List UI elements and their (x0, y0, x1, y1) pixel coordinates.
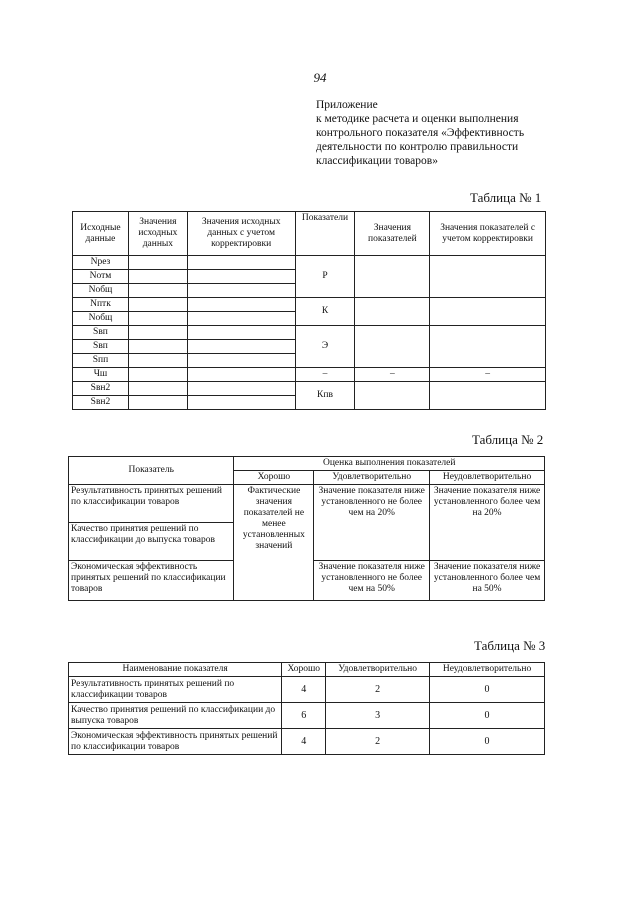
table-cell: 0 (430, 677, 545, 703)
table-cell: Значение показателя ниже установленного более чем на 20% (430, 485, 545, 561)
table-cell (128, 396, 187, 410)
table-cell (128, 382, 187, 396)
table-cell (187, 382, 295, 396)
table-row (69, 485, 545, 523)
table-cell (128, 340, 187, 354)
table-cell: Sвн2 (73, 382, 129, 396)
table-cell (128, 326, 187, 340)
table-row (73, 382, 546, 396)
table-cell: Результативность принятых решений по классификации товаров (69, 485, 234, 523)
table-cell: 2 (326, 729, 430, 755)
table-cell (430, 298, 546, 326)
appendix-line: контрольного показателя «Эффективность (316, 127, 525, 139)
table-cell: Чш (73, 368, 129, 382)
table-header-cell: Удовлетворительно (314, 471, 430, 485)
table-header-row (73, 212, 546, 256)
table-cell: Nрез (73, 256, 129, 270)
table-header-cell: Оценка выполнения показателей (234, 457, 545, 471)
table3 (68, 662, 545, 755)
table-cell: 4 (282, 677, 326, 703)
table-header-cell: Показатели (295, 212, 355, 256)
table-cell: Значение показателя ниже установленного не более чем на 20% (314, 485, 430, 561)
table-cell: Качество принятия решений по классификации до выпуска товаров (69, 523, 234, 561)
appendix-line: деятельности по контролю правильности (316, 141, 519, 153)
table-cell: Значение показателя ниже установленного более чем на 50% (430, 561, 545, 601)
table-cell: 4 (282, 729, 326, 755)
table-header-cell: Значения исходных данных (128, 212, 187, 256)
table-cell (128, 256, 187, 270)
table-cell: – (430, 368, 546, 382)
table-cell: Э (295, 326, 355, 368)
table-row (73, 368, 546, 382)
table-cell: Nобщ (73, 312, 129, 326)
table-row (69, 677, 545, 703)
table-cell: Экономическая эффективность принятых решений по классификации товаров (69, 729, 282, 755)
table-cell (355, 256, 430, 298)
table-cell (128, 298, 187, 312)
appendix-line: классификации товаров» (316, 155, 438, 167)
table-cell: 6 (282, 703, 326, 729)
table-row (73, 256, 546, 270)
appendix-title: Приложение (316, 99, 378, 111)
table-cell: Качество принятия решений по классификации до выпуска товаров (69, 703, 282, 729)
table-cell: К (295, 298, 355, 326)
table-cell: Sвп (73, 340, 129, 354)
table-header-cell: Неудовлетворительно (430, 471, 545, 485)
table-row (73, 298, 546, 312)
table-header-cell: Показатель (69, 457, 234, 485)
table-cell: Р (295, 256, 355, 298)
table2 (68, 456, 545, 601)
table-header-cell: Удовлетворительно (326, 663, 430, 677)
table1-caption: Таблица № 1 (470, 190, 542, 205)
table3-caption: Таблица № 3 (474, 638, 546, 653)
table-cell: Nптк (73, 298, 129, 312)
page-number: 94 (313, 70, 327, 85)
table-row (69, 729, 545, 755)
table-header-row (69, 663, 545, 677)
table-cell: 0 (430, 703, 545, 729)
table-cell (128, 270, 187, 284)
table-cell: 2 (326, 677, 430, 703)
table-cell (128, 284, 187, 298)
table-cell: Фактические значения показателей не менее установленных значений (234, 485, 314, 601)
table-cell (430, 382, 546, 410)
table-header-row (69, 457, 545, 471)
table1 (72, 211, 546, 410)
table-cell: Nобщ (73, 284, 129, 298)
table-cell (187, 368, 295, 382)
table-header-cell: Значения исходных данных с учетом корректировки (187, 212, 295, 256)
table-cell (128, 354, 187, 368)
appendix-line: к методике расчета и оценки выполнения (316, 113, 519, 125)
table-cell: Экономическая эффективность принятых решений по классификации товаров (69, 561, 234, 601)
table-cell: Значение показателя ниже установленного не более чем на 50% (314, 561, 430, 601)
table-cell (187, 396, 295, 410)
table-header-cell: Значения показателей (355, 212, 430, 256)
table-cell (187, 270, 295, 284)
table-header-cell: Хорошо (234, 471, 314, 485)
table-cell (187, 256, 295, 270)
table2-caption: Таблица № 2 (472, 432, 544, 447)
table-cell (430, 326, 546, 368)
table-cell: Nотм (73, 270, 129, 284)
table-cell (128, 312, 187, 326)
table-cell (355, 382, 430, 410)
table-cell: Кпв (295, 382, 355, 410)
table-cell (187, 312, 295, 326)
table-cell (187, 326, 295, 340)
table-cell (128, 368, 187, 382)
table-cell: Sвп (73, 326, 129, 340)
table-row (69, 703, 545, 729)
table-cell (187, 340, 295, 354)
table-cell: – (295, 368, 355, 382)
table-header-cell: Хорошо (282, 663, 326, 677)
table-header-cell: Значения показателей с учетом корректировки (430, 212, 546, 256)
table-header-cell: Наименование показателя (69, 663, 282, 677)
table-cell: 3 (326, 703, 430, 729)
table-header-cell: Неудовлетворительно (430, 663, 545, 677)
appendix-heading (316, 98, 576, 168)
table-row (73, 326, 546, 340)
table-cell: 0 (430, 729, 545, 755)
table-cell (430, 256, 546, 298)
table-header-cell: Исходные данные (73, 212, 129, 256)
table-cell (187, 298, 295, 312)
table-cell: – (355, 368, 430, 382)
table-cell (187, 284, 295, 298)
table-cell (355, 298, 430, 326)
table-cell (187, 354, 295, 368)
table-cell: Sвн2 (73, 396, 129, 410)
table-cell (355, 326, 430, 368)
table-cell: Результативность принятых решений по классификации товаров (69, 677, 282, 703)
table-cell: Sпп (73, 354, 129, 368)
